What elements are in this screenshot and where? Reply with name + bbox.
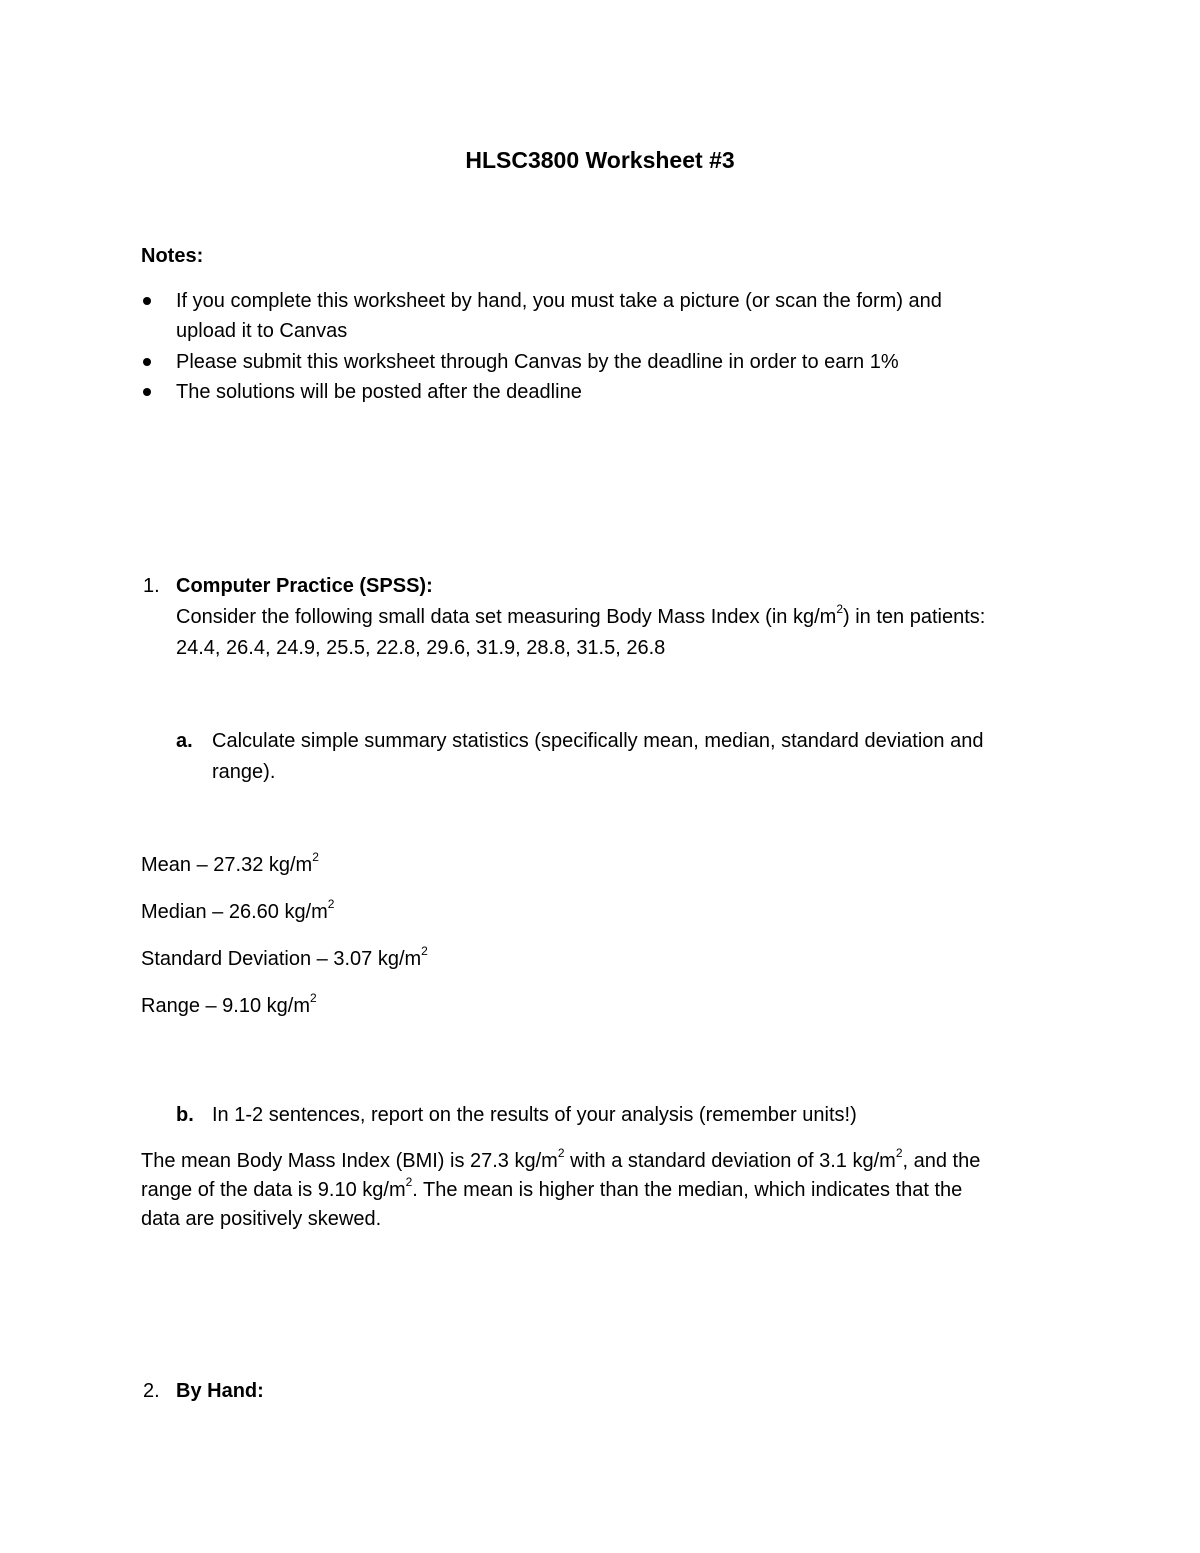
bullet-icon [143, 297, 151, 305]
answer-mean: Mean – 27.32 $kg/m^2$ [141, 850, 319, 876]
question-1-description: Consider the following small data set measuring Body Mass Index (in $kg/m^2$) in ten patients: [176, 602, 986, 628]
part-b-letter: b. [176, 1104, 194, 1126]
notes-heading: Notes: [141, 245, 204, 267]
part-a-letter: a. [176, 730, 193, 752]
question-2-heading: By Hand: [176, 1380, 264, 1402]
question-2-number: 2. [143, 1380, 160, 1402]
answer-median: Median – 26.60 $kg/m^2$ [141, 897, 335, 923]
notes-item-2: Please submit this worksheet through Canvas by the deadline in order to earn 1% [176, 351, 899, 373]
notes-item-1-line2: upload it to Canvas [176, 320, 348, 342]
answer-range: Range – 9.10 $kg/m^2$ [141, 991, 317, 1017]
part-a-prompt-line1: Calculate simple summary statistics (specifically mean, median, standard deviation and [212, 730, 984, 752]
notes-item-1-line1: If you complete this worksheet by hand, you must take a picture (or scan the form) and [176, 290, 942, 312]
part-b-prompt: In 1-2 sentences, report on the results of your analysis (remember units!) [212, 1104, 857, 1126]
part-b-answer-line3: data are positively skewed. [141, 1208, 382, 1230]
question-1-heading: Computer Practice (SPSS): [176, 575, 433, 597]
bullet-icon [143, 388, 151, 396]
page-title: HLSC3800 Worksheet #3 [465, 147, 735, 173]
bullet-icon [143, 358, 151, 366]
question-1-data-set: 24.4, 26.4, 24.9, 25.5, 22.8, 29.6, 31.9, 28.8, 31.5, 26.8 [176, 637, 666, 659]
part-b-answer-line1: The mean Body Mass Index (BMI) is 27.3 $kg/m^2$ with a standard deviation of 3.1 $kg/m^2$, and the [141, 1146, 981, 1172]
part-a-prompt-line2: range). [212, 761, 276, 783]
notes-item-3: The solutions will be posted after the deadline [176, 381, 582, 403]
part-b-answer-line2: range of the data is 9.10 $kg/m^2$. The mean is higher than the median, which indicates that the [141, 1175, 963, 1201]
question-1-number: 1. [143, 575, 160, 597]
answer-standard-deviation: Standard Deviation – 3.07 $kg/m^2$ [141, 944, 428, 970]
